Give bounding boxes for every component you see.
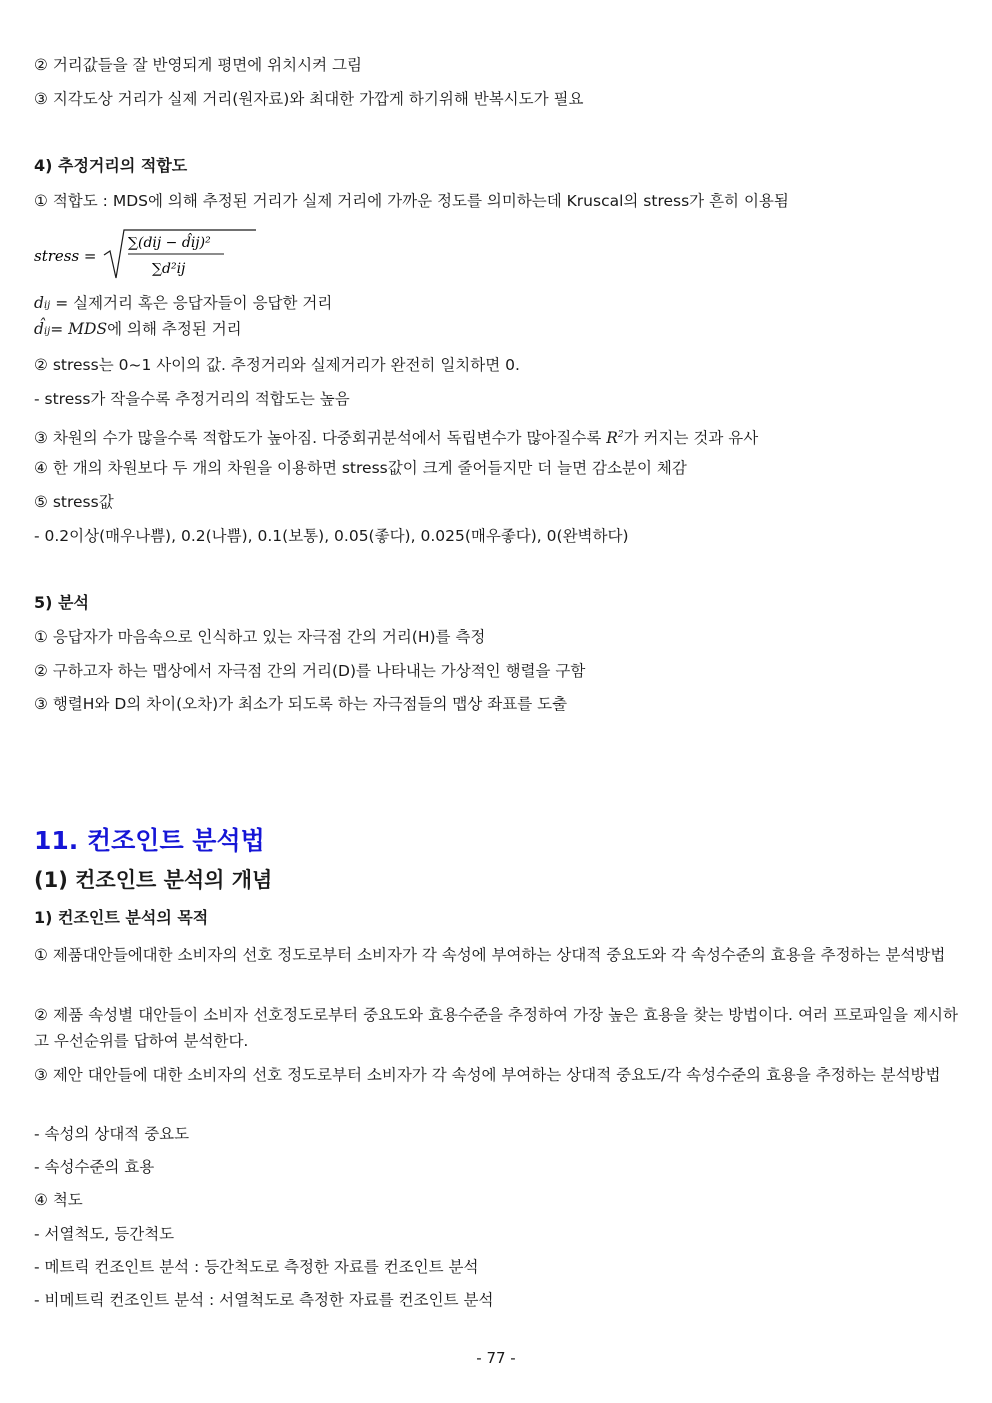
chapter-dash-5: - 비메트릭 컨조인트 분석 : 서열척도로 측정한 자료를 컨조인트 분석 bbox=[34, 1291, 494, 1309]
section-5-item-1: ① 응답자가 마음속으로 인식하고 있는 자극점 간의 거리(H)를 측정 bbox=[34, 628, 486, 646]
chapter-subtitle: (1) 컨조인트 분석의 개념 bbox=[34, 868, 273, 892]
dhat-definition: d̂ij= MDS에 의해 추정된 거리 bbox=[34, 320, 242, 338]
chapter-dash-3: - 서열척도, 등간척도 bbox=[34, 1225, 175, 1243]
dhat-symbol: d̂ij bbox=[34, 320, 51, 338]
section-4-item-2: ② stress는 0~1 사이의 값. 추정거리와 실제거리가 완전히 일치하면 0. bbox=[34, 356, 520, 374]
intro-item-3: ③ 지각도상 거리가 실제 거리(원자료)와 최대한 가깝게 하기위해 반복시도가 필요 bbox=[34, 90, 584, 108]
section-5-heading: 5) 분석 bbox=[34, 593, 89, 612]
chapter-item-4: ④ 척도 bbox=[34, 1191, 83, 1209]
chapter-heading: 1) 컨조인트 분석의 목적 bbox=[34, 908, 209, 927]
section-5-item-3: ③ 행렬H와 D의 차이(오차)가 최소가 되도록 하는 자극점들의 맵상 좌표를 도출 bbox=[34, 695, 568, 713]
dhat-definition-text: 에 의해 추정된 거리 bbox=[107, 320, 242, 338]
section-4-item-3 bbox=[34, 425, 758, 448]
section-4-heading: 4) 추정거리의 적합도 bbox=[34, 156, 188, 175]
stress-formula bbox=[34, 226, 264, 288]
section-4-item-1: ① 적합도 : MDS에 의해 추정된 거리가 실제 거리에 가까운 정도를 의미하는데 Kruscal의 stress가 흔히 이용됨 bbox=[34, 192, 789, 210]
page-number: - 77 - bbox=[476, 1349, 516, 1367]
chapter-item-3: ③ 제안 대안들에 대한 소비자의 선호 정도로부터 소비자가 각 속성에 부여하는 상대적 중요도/각 속성수준의 효용을 추정하는 분석방법 bbox=[34, 1066, 941, 1084]
dij-symbol: dij bbox=[34, 294, 51, 312]
section-4-item-5: ⑤ stress값 bbox=[34, 493, 114, 511]
formula-denominator: ∑d²ij bbox=[152, 261, 186, 277]
section-4-item-4: ④ 한 개의 차원보다 두 개의 차원을 이용하면 stress값이 크게 줄어들지만 더 늘면 감소분이 체감 bbox=[34, 459, 687, 477]
chapter-item-2: ② 제품 속성별 대안들이 소비자 선호정도로부터 중요도와 효용수준을 추정하여 가장 높은 효용을 찾는 방법이다. 여러 프로파일을 제시하고 우선순위를 답하여 분석한다. bbox=[34, 1006, 958, 1050]
item-3-text-b: 가 커지는 것과 유사 bbox=[623, 429, 759, 448]
item-3-text-a: ③ 차원의 수가 많을수록 적합도가 높아짐. 다중회귀분석에서 독립변수가 많아질수록 bbox=[34, 429, 607, 448]
dij-definition bbox=[34, 293, 332, 316]
chapter-title: 11. 컨조인트 분석법 bbox=[34, 826, 265, 855]
formula-numerator: ∑(dij − d̂ij)² bbox=[128, 235, 211, 251]
intro-item-2: ② 거리값들을 잘 반영되게 평면에 위치시켜 그림 bbox=[34, 56, 362, 74]
r-squared: $R^2$ bbox=[606, 429, 624, 448]
chapter-dash-1: - 속성의 상대적 중요도 bbox=[34, 1125, 190, 1143]
section-4-dash-1: - stress가 작을수록 추정거리의 적합도는 높음 bbox=[34, 390, 350, 408]
dij-definition-text: = 실제거리 혹은 응답자들이 응답한 거리 bbox=[55, 294, 333, 312]
dhat-mds: MDS bbox=[68, 320, 108, 338]
section-4-dash-2: - 0.2이상(매우나쁨), 0.2(나쁨), 0.1(보통), 0.05(좋다), 0.025(매우좋다), 0(완벽하다) bbox=[34, 527, 629, 545]
chapter-item-1: ① 제품대안들에대한 소비자의 선호 정도로부터 소비자가 각 속성에 부여하는 상대적 중요도와 각 속성수준의 효용을 추정하는 분석방법 bbox=[34, 946, 946, 964]
chapter-dash-4: - 메트릭 컨조인트 분석 : 등간척도로 측정한 자료를 컨조인트 분석 bbox=[34, 1258, 479, 1276]
section-5-item-2: ② 구하고자 하는 맵상에서 자극점 간의 거리(D)를 나타내는 가상적인 행렬을 구함 bbox=[34, 662, 586, 680]
chapter-dash-2: - 속성수준의 효용 bbox=[34, 1158, 155, 1176]
formula-lhs: stress = bbox=[34, 247, 97, 265]
